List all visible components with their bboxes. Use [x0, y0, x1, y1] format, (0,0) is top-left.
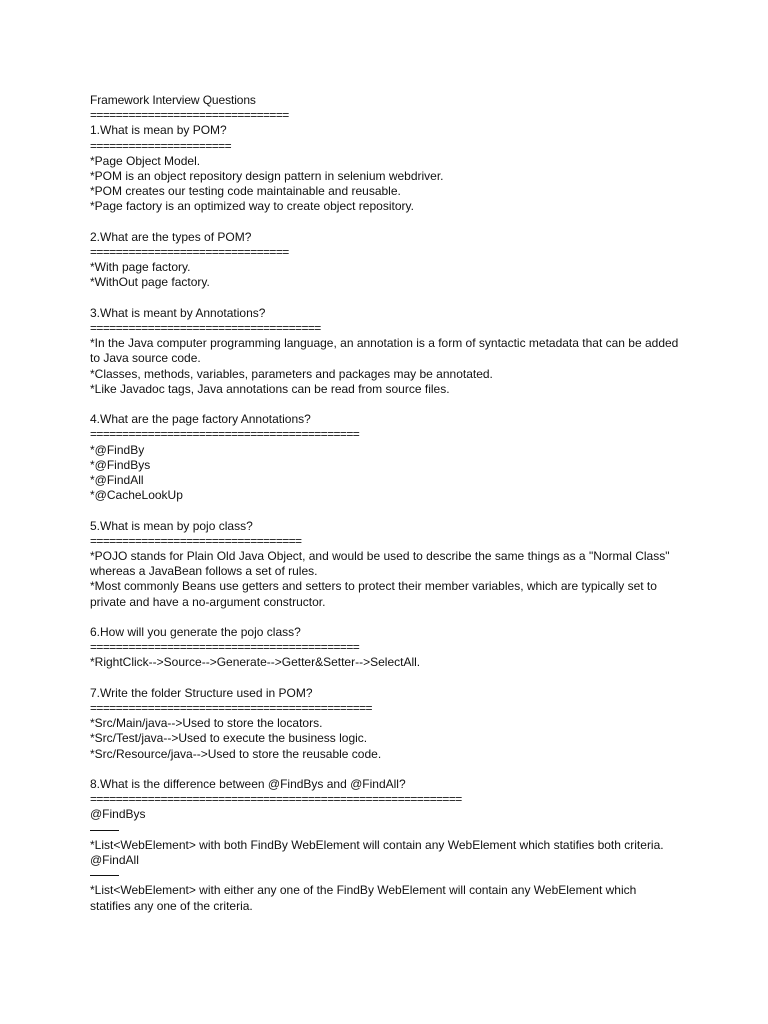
- question-2-rule: ===============================: [90, 245, 289, 260]
- question-2: 2.What are the types of POM?: [90, 229, 252, 244]
- section-gap: [90, 503, 680, 518]
- answer-line: *Src/Resource/java-->Used to store the reusable code.: [90, 746, 382, 761]
- section-gap: [90, 671, 680, 686]
- question-6-rule: ==========================================: [90, 640, 360, 655]
- answer-line: *RightClick-->Source-->Generate-->Getter&Setter-->SelectAll.: [90, 655, 421, 670]
- findall-description: *List<WebElement> with either any one of the FindBy WebElement will contain any WebElement which statifies any one of the criteria.: [90, 883, 637, 913]
- answer-line: *WithOut page factory.: [90, 275, 210, 290]
- answer-line: *POJO stands for Plain Old Java Object, and would be used to describe the same things as a "Normal Class" whereas a JavaBean follows a set of rules.: [90, 549, 670, 579]
- findbys-underline: [90, 823, 119, 838]
- question-5-rule: =================================: [90, 533, 302, 548]
- annotation-item: *@CacheLookUp: [90, 488, 183, 503]
- answer-line: *POM is an object repository design pattern in selenium webdriver.: [90, 169, 444, 184]
- findall-underline: [90, 868, 119, 883]
- question-8-rule: ==========================================================: [90, 792, 462, 807]
- document-title: Framework Interview Questions: [90, 93, 256, 107]
- annotation-item: *@FindAll: [90, 473, 144, 488]
- answer-line: *In the Java computer programming language, an annotation is a form of syntactic metadata that can be added to Java source code.: [90, 336, 679, 366]
- section-gap: [90, 291, 680, 306]
- annotation-item: *@FindBy: [90, 442, 145, 457]
- question-1-rule: ======================: [90, 138, 231, 153]
- answer-line: *Src/Test/java-->Used to execute the business logic.: [90, 731, 368, 746]
- question-3: 3.What is meant by Annotations?: [90, 305, 266, 320]
- question-7-rule: ============================================: [90, 701, 372, 716]
- question-3-rule: ====================================: [90, 321, 321, 336]
- question-4: 4.What are the page factory Annotations?: [90, 412, 311, 427]
- findbys-description: *List<WebElement> with both FindBy WebElement will contain any WebElement which statifies both criteria.: [90, 837, 664, 852]
- question-6: 6.How will you generate the pojo class?: [90, 625, 301, 640]
- answer-line: *Classes, methods, variables, parameters and packages may be annotated.: [90, 366, 493, 381]
- question-5: 5.What is mean by pojo class?: [90, 518, 253, 533]
- section-gap: [90, 215, 680, 230]
- answer-line: *Src/Main/java-->Used to store the locators.: [90, 716, 323, 731]
- answer-line: *Like Javadoc tags, Java annotations can be read from source files.: [90, 381, 450, 396]
- title-rule: ===============================: [90, 108, 289, 123]
- question-4-rule: ==========================================: [90, 427, 360, 442]
- answer-line: *Page factory is an optimized way to create object repository.: [90, 199, 414, 214]
- question-8: 8.What is the difference between @FindBys and @FindAll?: [90, 777, 406, 792]
- section-gap: [90, 397, 680, 412]
- answer-line: *Most commonly Beans use getters and setters to protect their member variables, which are typically set to private and have a no-argument constructor.: [90, 579, 657, 609]
- findbys-label: @FindBys: [90, 807, 146, 822]
- question-1: 1.What is mean by POM?: [90, 123, 227, 138]
- answer-line: *POM creates our testing code maintainable and reusable.: [90, 184, 401, 199]
- annotation-item: *@FindBys: [90, 457, 151, 472]
- answer-line: *Page Object Model.: [90, 153, 201, 168]
- findall-label: @FindAll: [90, 853, 139, 868]
- document-body: [90, 93, 680, 914]
- section-gap: [90, 762, 680, 777]
- section-gap: [90, 610, 680, 625]
- question-7: 7.Write the folder Structure used in POM?: [90, 685, 313, 700]
- answer-line: *With page factory.: [90, 260, 191, 275]
